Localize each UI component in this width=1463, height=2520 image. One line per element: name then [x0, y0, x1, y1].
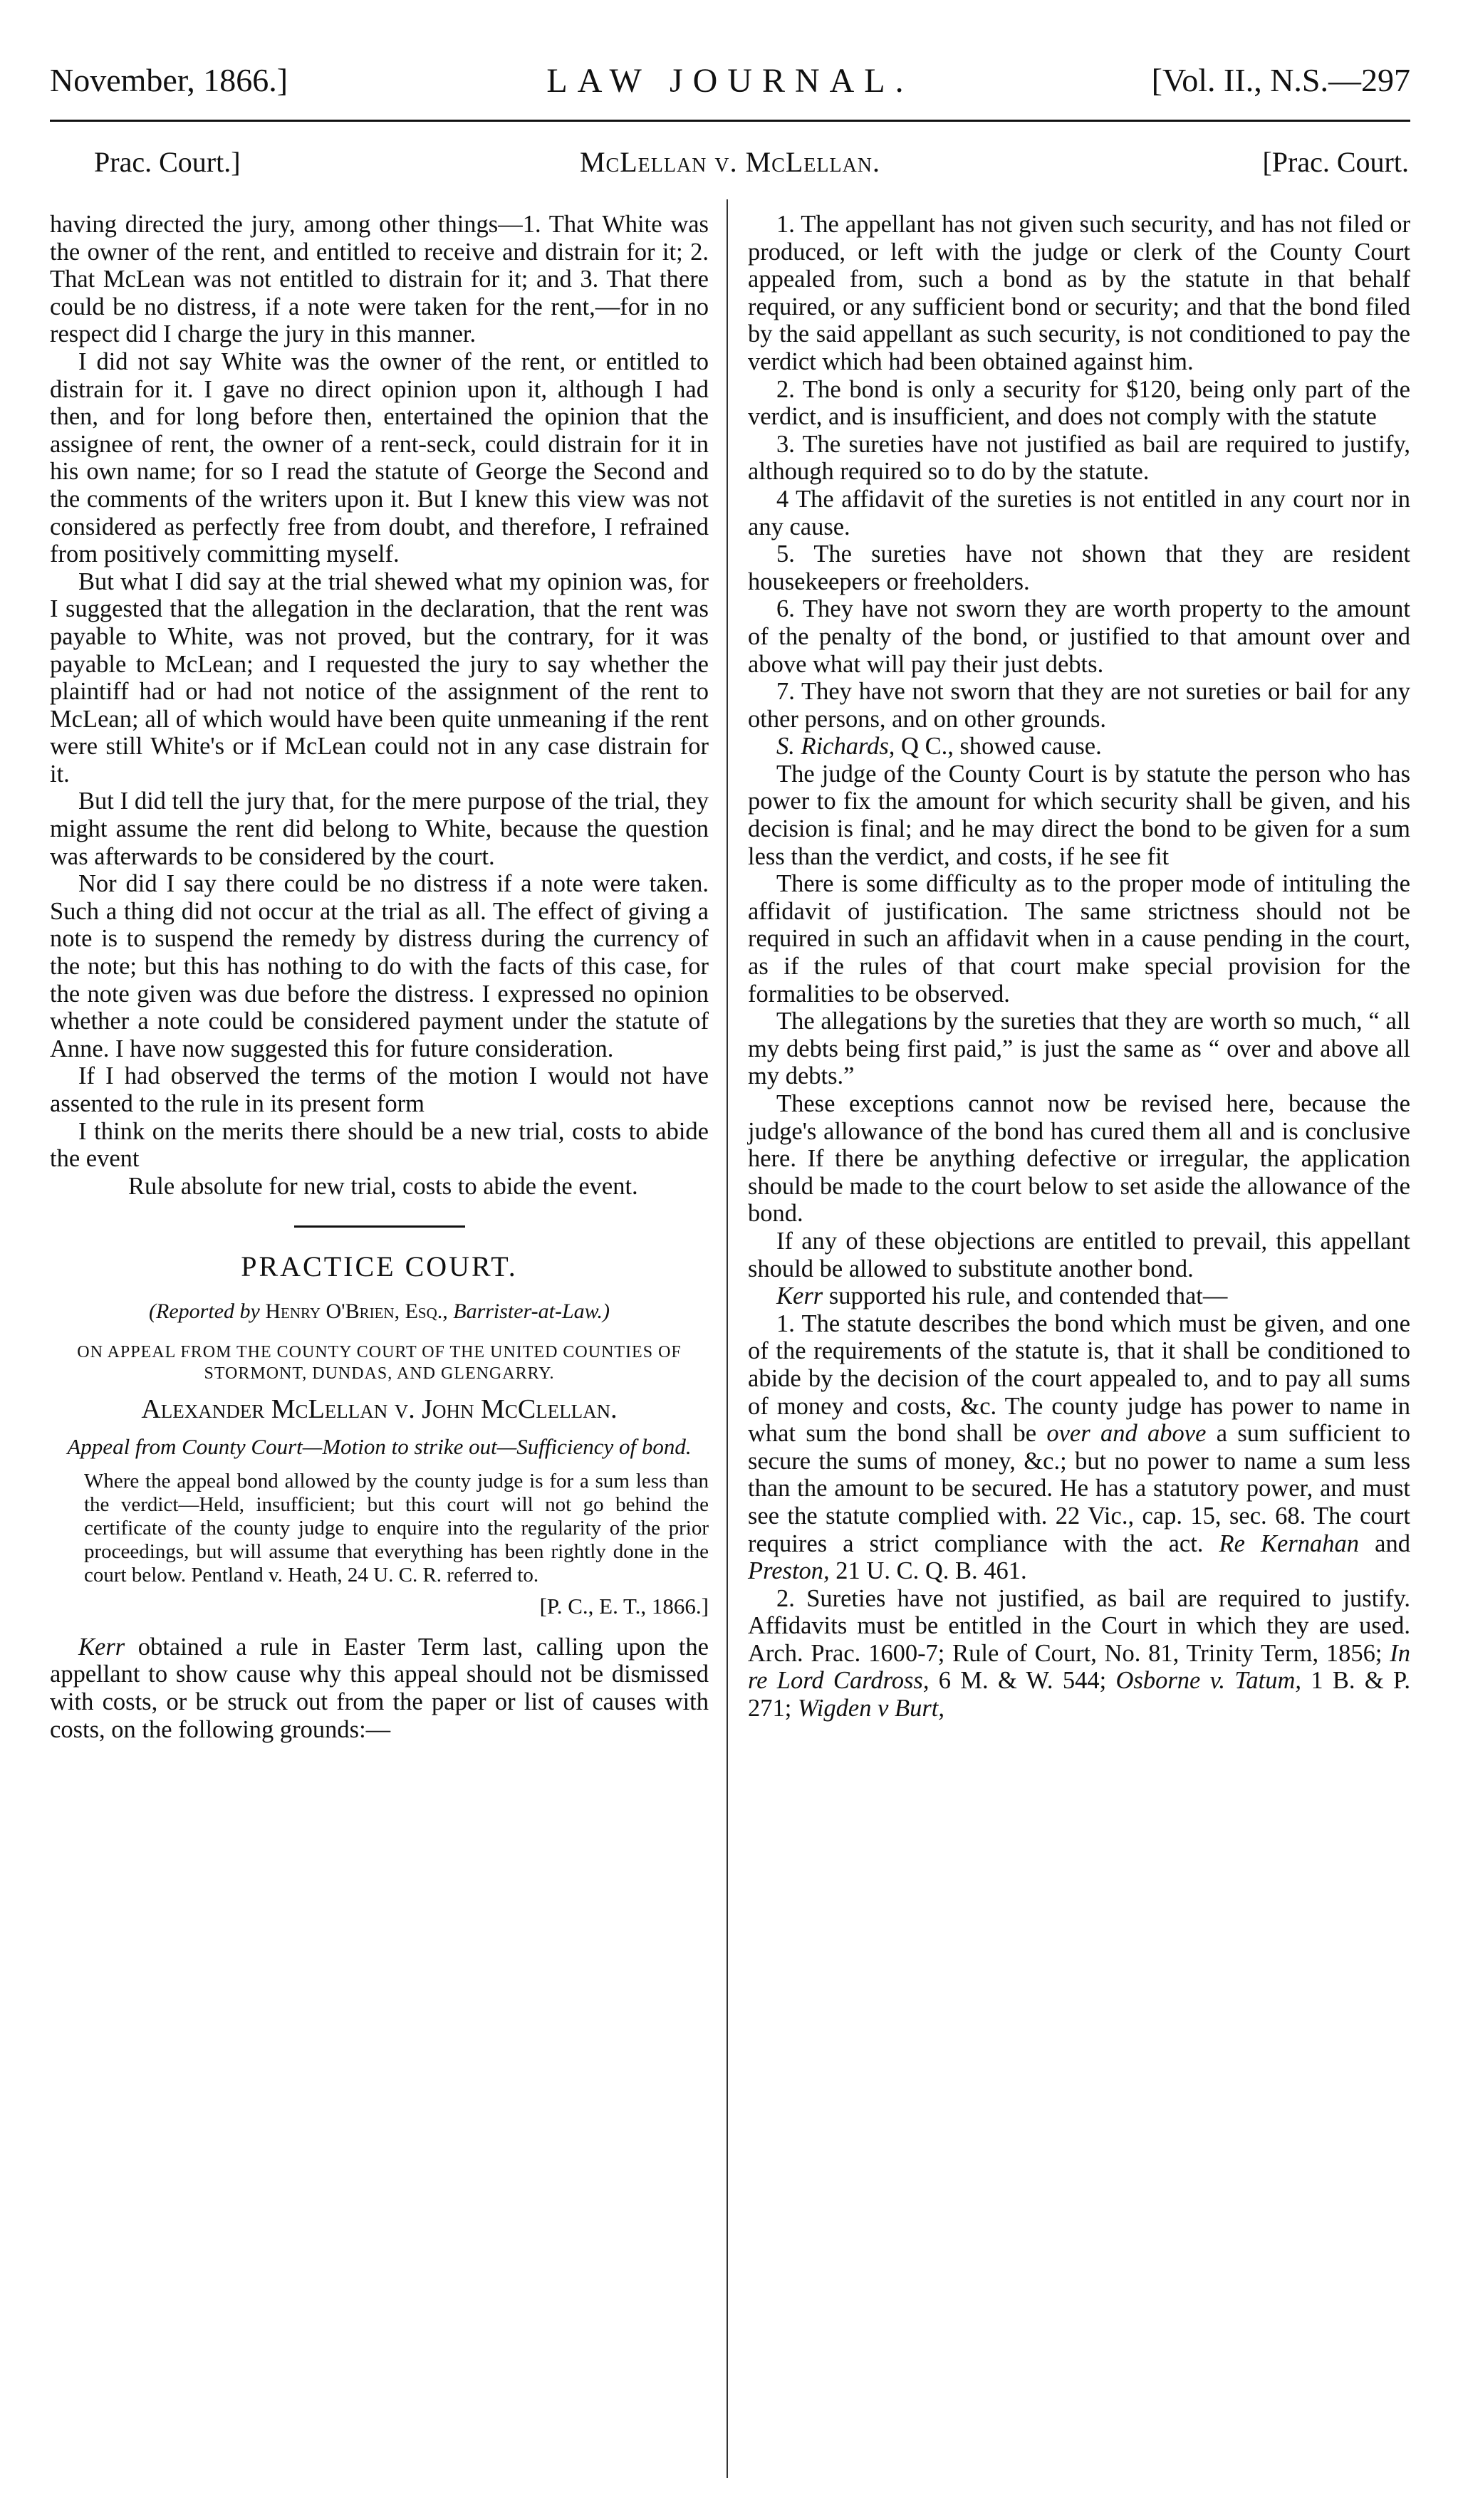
paragraph-text: 1 B. & P. 271;: [748, 1667, 1411, 1722]
paragraph-text: supported his rule, and contended that—: [823, 1282, 1228, 1310]
reporter-name: Henry O'Brien, Esq.,: [265, 1299, 448, 1323]
volume-page: [Vol. II., N.S.—297: [1151, 62, 1410, 98]
term-reference: [P. C., E. T., 1866.]: [539, 1594, 709, 1619]
paragraph: But I did tell the jury that, for the mere purpose of the trial, they might assume the rent did belong to White, because the question was afterwards to be considered by the court.: [50, 788, 709, 870]
paragraph-text: and: [1359, 1530, 1410, 1557]
paragraph: These exceptions cannot now be revised here, because the judge's allowance of the bond has cured them all and is conclusive here. If there be anything defective or irregular, the application should be made to the court below to set aside the allowance of the bond.: [748, 1090, 1410, 1228]
paragraph: I did not say White was the owner of the rent, or entitled to distrain for it. I gave no direct opinion upon it, although I had then, and for long before then, entertained the opinion that the assignee of rent, the owner of a rent-seck, could distrain for it in his own name; for so I read the statute of George the Second and the comments of the writers upon it. But I knew this view was not considered as perfectly free from doubt, and therefore, I refrained from positively committing myself.: [50, 347, 709, 568]
paragraph: [748, 1282, 1410, 1310]
ground-item: 3. The sureties have not justified as bail are required to justify, although required so to do by the statute.: [748, 430, 1410, 486]
counsel-name: S. Richards,: [776, 733, 895, 760]
case-name: McLellan v. McLellan.: [579, 146, 881, 178]
issue-date: November, 1866.]: [50, 62, 288, 98]
section-title: PRACTICE COURT.: [241, 1250, 518, 1283]
appeal-line: ON APPEAL FROM THE COUNTY COURT OF THE UNITED COUNTIES OF STORMONT, DUNDAS, AND GLENGARRY.: [77, 1342, 682, 1383]
counsel-name: Kerr: [78, 1633, 125, 1661]
paragraph-text: 1. The statute describes the bond which must be given, and one of the requirements of the statute is, that it shall be conditioned to abide by the decision of the court appealed to, and to pay all sums of money and costs, &c. The county judge has power to name in what sum the bond shall be: [748, 1309, 1410, 1448]
paragraph-text: 21 U. C. Q. B. 461.: [829, 1557, 1027, 1585]
paragraph: But what I did say at the trial shewed what my opinion was, for I suggested that the allegation in the declaration, that the rent was payable to White, was not proved, but the contrary, for it was payable to McLean; and I requested the jury to say whether the plaintiff had or had not notice of the assignment of the rent to McLean; all of which would have been quite unmeaning if the rent were still White's or if McLean could not in any case distrain for it.: [50, 568, 709, 788]
ground-item: 6. They have not sworn they are worth property to the amount of the penalty of the bond, or justified to that amount over and above what will pay their just debts.: [748, 595, 1410, 678]
ground-item: 4 The affidavit of the sureties is not entitled in any court nor in any cause.: [748, 485, 1410, 540]
paragraph: I think on the merits there should be a new trial, costs to abide the event: [50, 1117, 709, 1173]
ground-item: 5. The sureties have not shown that they are resident housekeepers or freeholders.: [748, 540, 1410, 595]
case-citation: In re Lord Cardross,: [748, 1639, 1410, 1695]
case-citation: Wigden v Burt,: [797, 1695, 944, 1722]
paragraph: If any of these objections are entitled to prevail, this appellant should be allowed to substitute another bond.: [748, 1227, 1410, 1282]
reporter-open: (Reported by: [149, 1299, 266, 1323]
paragraph: [748, 1585, 1410, 1722]
case-citation: Osborne v. Tatum,: [1115, 1667, 1302, 1695]
paragraph: If I had observed the terms of the motion I would not have assented to the rule in its present form: [50, 1062, 709, 1117]
paragraph: There is some difficulty as to the proper mode of intituling the affidavit of justification. The same strictness should not be required in such an affidavit when in a cause pending in the court, as if the rules of that court make special provision for the formalities to be observed.: [748, 870, 1410, 1008]
header-rule: [50, 120, 1410, 122]
reporter-line: [50, 1298, 709, 1326]
section-rule: [294, 1225, 465, 1228]
reporter-close: Barrister-at-Law.): [447, 1299, 610, 1323]
headnote-title: Appeal from County Court—Motion to strike out—Sufficiency of bond.: [67, 1434, 692, 1460]
paragraph: having directed the jury, among other things—1. That White was the owner of the rent, and entitled to receive and distrain for it; 2. That McLean was not entitled to distrain for it; and 3. That there could be no distress, if a note were taken for the rent,—for in no respect did I charge the jury in this manner.: [50, 211, 709, 348]
court-right: [Prac. Court.: [1262, 146, 1409, 178]
right-column: [748, 211, 1410, 1722]
paragraph-text: Q C., showed cause.: [895, 733, 1102, 760]
journal-title: LAW JOURNAL.: [546, 62, 914, 100]
paragraph-text: obtained a rule in Easter Term last, calling upon the appellant to show cause why this appeal should not be dismissed with costs, or be struck out from the paper or list of causes with costs, on the following grounds:—: [50, 1633, 709, 1743]
order-paragraph: Rule absolute for new trial, costs to abide the event.: [128, 1172, 638, 1200]
case-parties: Alexander McLellan v. John McClellan.: [141, 1394, 618, 1424]
paragraph: The judge of the County Court is by statute the person who has power to fix the amount for which security shall be given, and his decision is final; and he may direct the bond to be given for a sum less than the verdict, and costs, if he see fit: [748, 760, 1410, 870]
court-left: Prac. Court.]: [94, 146, 241, 178]
case-citation: Preston,: [748, 1557, 830, 1585]
paragraph: [50, 1633, 709, 1743]
emphasis: over and above: [1046, 1420, 1207, 1448]
case-header: [50, 145, 1410, 185]
column-divider: [727, 199, 728, 2478]
paragraph: The allegations by the sureties that they are worth so much, “ all my debts being first paid,” is just the same as “ over and above all my debts.”: [748, 1008, 1410, 1090]
counsel-name: Kerr: [776, 1282, 823, 1310]
headnote: Where the appeal bond allowed by the county judge is for a sum less than the verdict—Held, insufficient; but this court will not go behind the certificate of the county judge to enquire into the regularity of the prior proceedings, but will assume that everything has been rightly done in the court below. Pentland v. Heath, 24 U. C. R. referred to.: [84, 1470, 709, 1587]
running-header: [50, 61, 1410, 111]
ground-item: 2. The bond is only a security for $120, being only part of the verdict, and is insufficient, and does not comply with the statute: [748, 375, 1410, 431]
paragraph: [748, 733, 1410, 760]
case-citation: Re Kernahan: [1219, 1530, 1360, 1557]
left-column: [50, 211, 709, 1743]
paragraph-text: 2. Sureties have not justified, as bail are required to justify. Affidavits must be entitled in the Court in which they are used. Arch. Prac. 1600-7; Rule of Court, No. 81, Trinity Term, 1856;: [748, 1584, 1410, 1667]
ground-item: 7. They have not sworn that they are not sureties or bail for any other persons, and on other grounds.: [748, 678, 1410, 733]
paragraph-text: 6 M. & W. 544;: [929, 1667, 1116, 1695]
paragraph-text: a sum sufficient to secure the sums of money, &c.; but no power to name a sum less than the amount to be secured. He has a statutory power, and must see the statute complied with. 22 Vic., cap. 15, sec. 68. The court requires a strict compliance with the act.: [748, 1420, 1410, 1557]
paragraph: [748, 1310, 1410, 1585]
paragraph: Nor did I say there could be no distress if a note were taken. Such a thing did not occur at the trial as all. The effect of giving a note is to suspend the remedy by distress during the currency of the note; but this has nothing to do with the facts of this case, for the note given was due before the distress. I expressed no opinion whether a note could be considered payment under the statute of Anne. I have now suggested this for future consideration.: [50, 870, 709, 1062]
ground-item: 1. The appellant has not given such security, and has not filed or produced, or left with the judge or clerk of the County Court appealed from, such a bond as by the statute in that behalf required, or any sufficient bond or security; and that the bond filed by the said appellant as such security, is not conditioned to pay the verdict which had been obtained against him.: [748, 211, 1410, 375]
